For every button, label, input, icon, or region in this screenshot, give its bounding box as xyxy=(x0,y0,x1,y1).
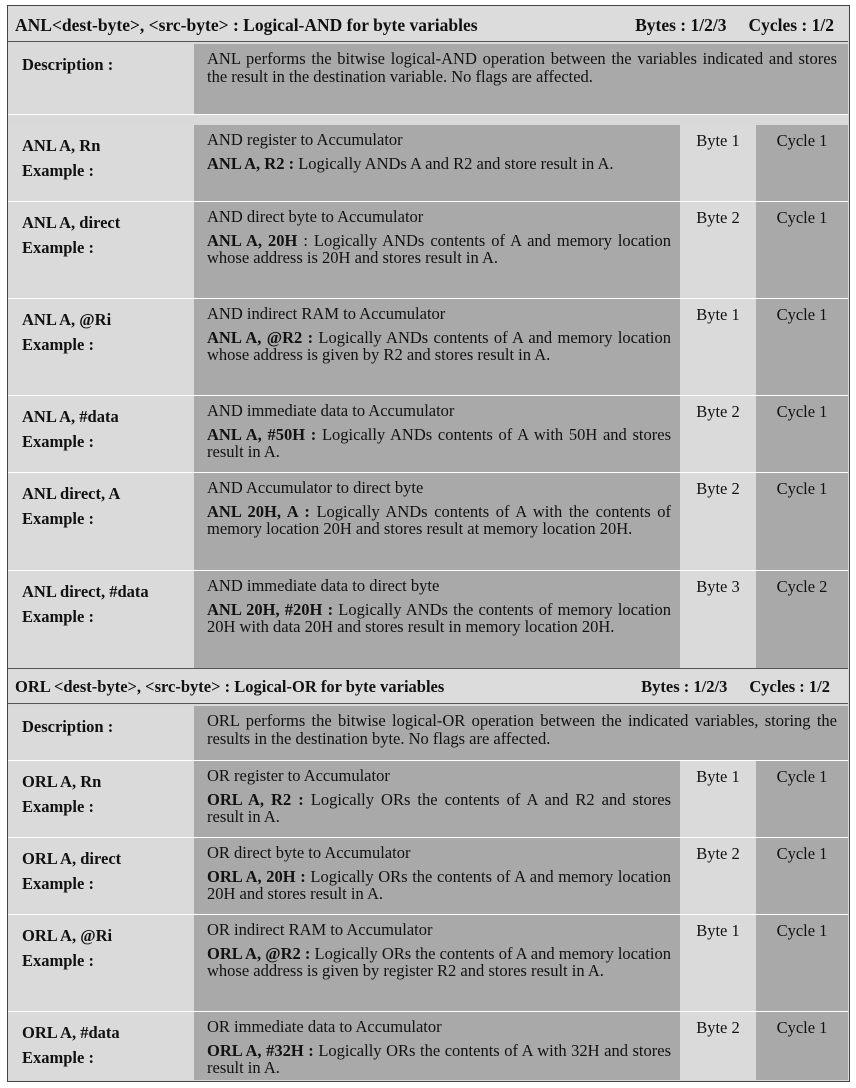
example-text: Logically ANDs the contents of memory location 20H with data 20H and stores result in memory location 20H. xyxy=(207,599,672,636)
example-text: Logically ORs the contents of A with 32H and stores result in A. xyxy=(207,1040,671,1077)
example-label: Example : xyxy=(22,509,94,528)
example-code: ANL 20H, A : xyxy=(207,501,310,521)
mnemonic: ANL direct, A xyxy=(22,484,121,503)
summary: AND Accumulator to direct byte xyxy=(207,478,424,497)
mnemonic: ORL A, Rn xyxy=(22,772,102,791)
example-label: Example : xyxy=(22,1048,94,1067)
example-text: Logically ORs the contents of A and R2 and stores result in A. xyxy=(207,789,671,826)
example-label: Example : xyxy=(22,335,94,354)
example-text: : Logically ANDs contents of A and memory location whose address is 20H and stores result in A. xyxy=(207,230,671,267)
example-code: ANL A, #50H : xyxy=(207,424,317,444)
anl-description-label: Description : xyxy=(8,44,194,114)
bytes-cell: Byte 1 xyxy=(680,299,756,395)
orl-header xyxy=(8,668,848,704)
cycles-cell: Cycle 1 xyxy=(756,915,848,1011)
anl-row xyxy=(8,299,848,396)
example-label: Example : xyxy=(22,238,94,257)
orl-row xyxy=(8,915,848,1012)
example-code: ANL 20H, #20H : xyxy=(207,599,334,619)
example-label: Example : xyxy=(22,432,94,451)
orl-description-row xyxy=(8,706,848,761)
bytes-cell: Byte 2 xyxy=(680,838,756,914)
example-text: Logically ANDs contents of A and memory location whose address is given by R2 and stores result in A. xyxy=(207,327,671,364)
cycles-cell: Cycle 1 xyxy=(756,473,848,570)
cycles-cell: Cycle 1 xyxy=(756,299,848,395)
example-code: ANL A, @R2 : xyxy=(207,327,314,347)
cycles-cell: Cycle 1 xyxy=(756,125,848,201)
bytes-cell: Byte 1 xyxy=(680,915,756,1011)
example-text: Logically ANDs contents of A with 50H and stores result in A. xyxy=(207,424,671,461)
mnemonic: ANL A, Rn xyxy=(22,136,101,155)
mnemonic: ORL A, #data xyxy=(22,1023,120,1042)
example-label: Example : xyxy=(22,161,94,180)
example-code: ORL A, @R2 : xyxy=(207,943,311,963)
example-text: Logically ORs the contents of A and memory location whose address is given by register R2 and stores result in A. xyxy=(207,943,671,980)
bytes-cell: Byte 2 xyxy=(680,396,756,472)
bytes-cell: Byte 1 xyxy=(680,125,756,201)
anl-description-row xyxy=(8,44,848,115)
cycles-cell: Cycle 2 xyxy=(756,571,848,668)
anl-cycles: Cycles : 1/2 xyxy=(748,15,834,35)
mnemonic: ANL A, @Ri xyxy=(22,310,112,329)
example-label: Example : xyxy=(22,951,94,970)
example-code: ORL A, #32H : xyxy=(207,1040,314,1060)
anl-row xyxy=(8,571,848,668)
bytes-cell: Byte 1 xyxy=(680,761,756,837)
summary: OR indirect RAM to Accumulator xyxy=(207,920,433,939)
cycles-cell: Cycle 1 xyxy=(756,396,848,472)
summary: OR register to Accumulator xyxy=(207,766,390,785)
summary: AND immediate data to Accumulator xyxy=(207,401,455,420)
summary: OR immediate data to Accumulator xyxy=(207,1017,442,1036)
cycles-cell: Cycle 1 xyxy=(756,1012,848,1080)
example-label: Example : xyxy=(22,797,94,816)
bytes-cell: Byte 2 xyxy=(680,202,756,298)
cycles-cell: Cycle 1 xyxy=(756,761,848,837)
orl-title: ORL <dest-byte>, <src-byte> : Logical-OR for byte variables xyxy=(15,677,445,696)
cycles-cell: Cycle 1 xyxy=(756,838,848,914)
example-code: ORL A, 20H : xyxy=(207,866,306,886)
mnemonic: ANL direct, #data xyxy=(22,582,149,601)
anl-row xyxy=(8,396,848,473)
orl-row xyxy=(8,1012,848,1080)
summary: OR direct byte to Accumulator xyxy=(207,843,411,862)
orl-row xyxy=(8,838,848,915)
anl-row xyxy=(8,473,848,571)
anl-description-text: ANL performs the bitwise logical-AND operation between the variables indicated and stores the result in the destination variable. No flags are affected. xyxy=(194,44,848,114)
mnemonic: ANL A, direct xyxy=(22,213,121,232)
example-code: ANL A, 20H xyxy=(207,230,298,250)
example-text: Logically ORs the contents of A and memory location 20H and stores result in A. xyxy=(207,866,672,903)
bytes-cell: Byte 2 xyxy=(680,1012,756,1080)
mnemonic: ORL A, direct xyxy=(22,849,122,868)
instruction-table xyxy=(7,5,850,1082)
anl-title: ANL<dest-byte>, <src-byte> : Logical-AND for byte variables xyxy=(15,15,478,35)
summary: AND immediate data to direct byte xyxy=(207,576,440,595)
example-code: ANL A, R2 : xyxy=(207,153,295,173)
orl-cycles: Cycles : 1/2 xyxy=(749,677,830,696)
anl-bytes: Bytes : 1/2/3 xyxy=(635,15,727,35)
cycles-cell: Cycle 1 xyxy=(756,202,848,298)
example-label: Example : xyxy=(22,874,94,893)
mnemonic: ORL A, @Ri xyxy=(22,926,113,945)
bytes-cell: Byte 3 xyxy=(680,571,756,668)
orl-bytes: Bytes : 1/2/3 xyxy=(641,677,728,696)
example-text: Logically ANDs contents of A with the contents of memory location 20H and stores result at memory location 20H. xyxy=(207,501,671,538)
example-label: Example : xyxy=(22,607,94,626)
anl-row xyxy=(8,202,848,299)
summary: AND direct byte to Accumulator xyxy=(207,207,424,226)
example-text: Logically ANDs A and R2 and store result in A. xyxy=(294,153,614,173)
anl-row xyxy=(8,125,848,202)
orl-description-label: Description : xyxy=(8,706,194,760)
example-code: ORL A, R2 : xyxy=(207,789,304,809)
orl-description-text: ORL performs the bitwise logical-OR operation between the indicated variables, storing the results in the destination byte. No flags are affected. xyxy=(194,706,848,760)
bytes-cell: Byte 2 xyxy=(680,473,756,570)
summary: AND register to Accumulator xyxy=(207,130,403,149)
orl-row xyxy=(8,761,848,838)
anl-header xyxy=(8,6,848,42)
summary: AND indirect RAM to Accumulator xyxy=(207,304,446,323)
mnemonic: ANL A, #data xyxy=(22,407,119,426)
